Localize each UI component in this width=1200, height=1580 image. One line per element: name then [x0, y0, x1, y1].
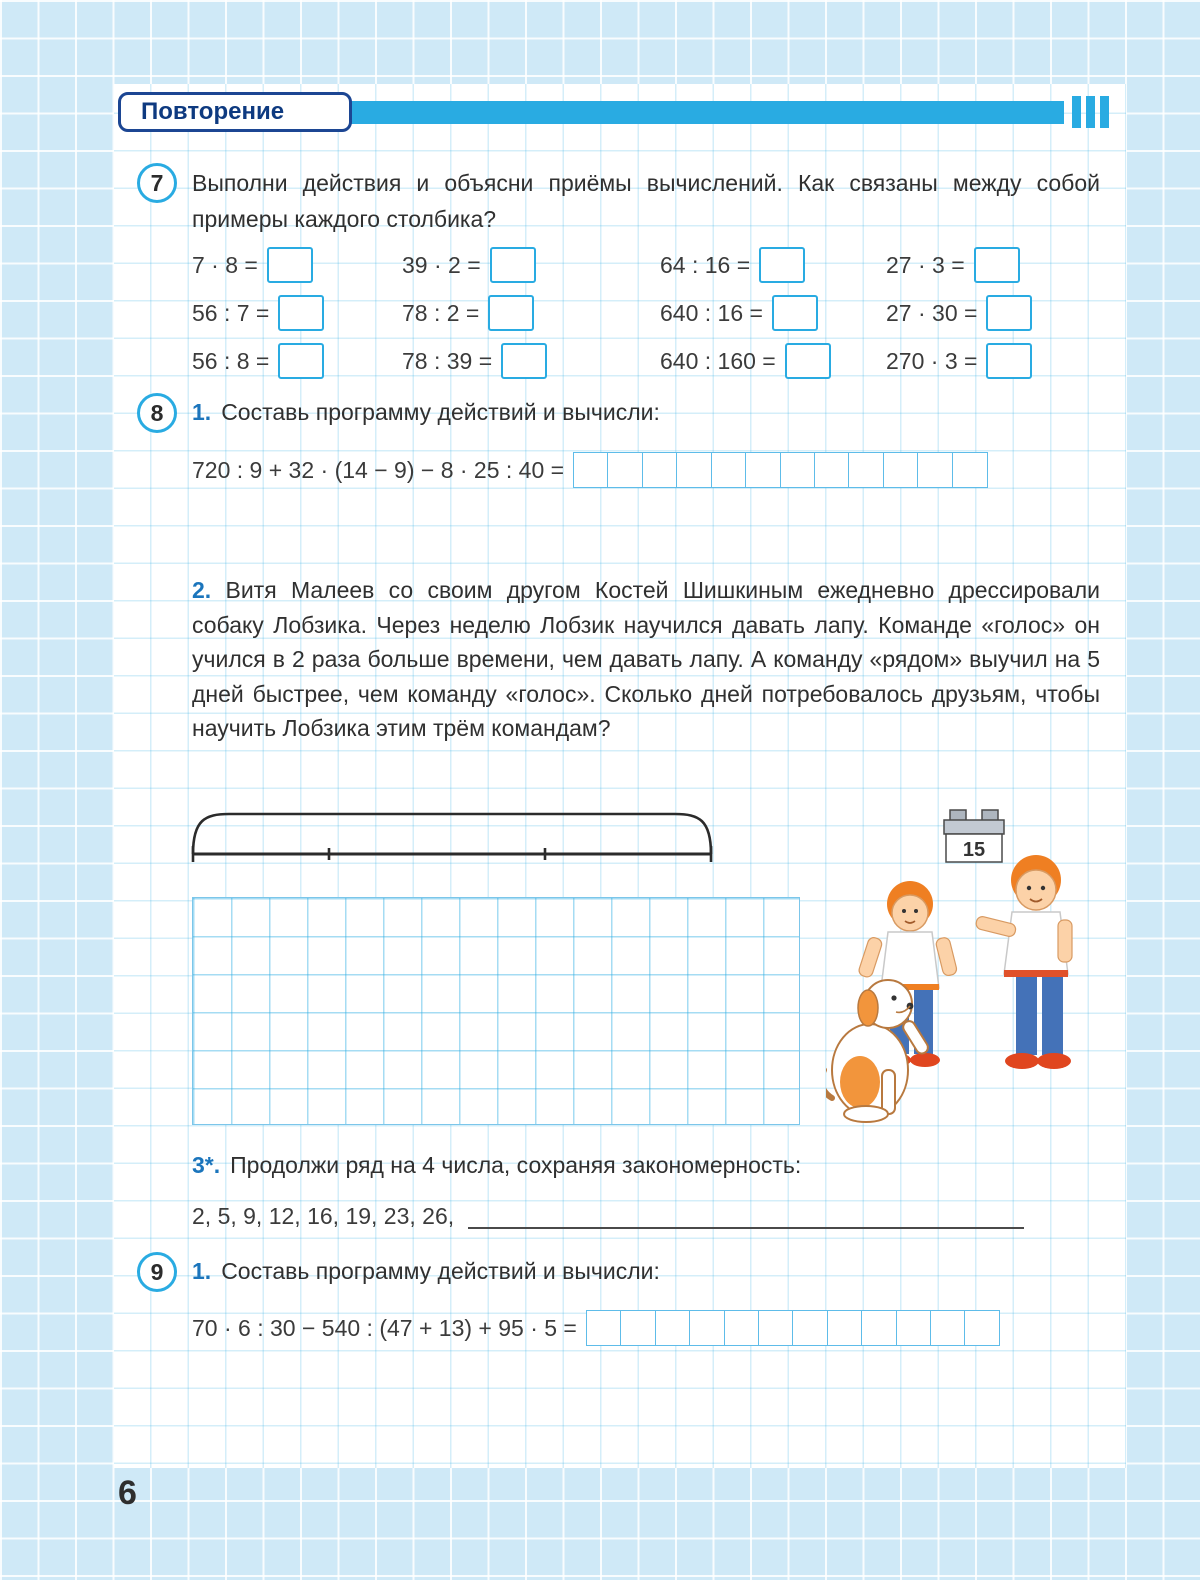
answer-line[interactable]	[468, 1203, 1024, 1229]
task9-part1-title	[192, 1258, 660, 1285]
answer-box[interactable]	[772, 295, 818, 331]
header-stripes-icon	[1072, 96, 1109, 128]
answer-cell[interactable]	[917, 452, 953, 488]
equation: 78 : 2 =	[402, 294, 660, 332]
equation: 64 : 16 =	[660, 246, 886, 284]
section-title	[118, 92, 352, 132]
answer-cell[interactable]	[952, 452, 988, 488]
part-label: 3*.	[192, 1152, 221, 1178]
task9-number-badge: 9	[137, 1252, 177, 1292]
task7-number-badge: 7	[137, 163, 177, 203]
answer-box[interactable]	[488, 295, 534, 331]
answer-cell[interactable]	[814, 452, 850, 488]
part-label: 2.	[192, 577, 212, 603]
task7-equations	[192, 246, 1100, 380]
answer-cell[interactable]	[930, 1310, 966, 1346]
header-bar	[338, 101, 1064, 124]
answer-cell[interactable]	[573, 452, 609, 488]
calendar-number: 15	[962, 839, 986, 861]
answer-box[interactable]	[974, 247, 1020, 283]
task8-part1-title	[192, 399, 660, 426]
task8-part3-title	[192, 1152, 801, 1179]
segment-diagram	[191, 804, 713, 866]
answer-cell[interactable]	[896, 1310, 932, 1346]
calendar-icon	[944, 810, 1004, 862]
equation: 39 · 2 =	[402, 246, 660, 284]
equation: 27 · 3 =	[886, 246, 1100, 284]
answer-cell[interactable]	[964, 1310, 1000, 1346]
answer-cell[interactable]	[848, 452, 884, 488]
answer-cell[interactable]	[607, 452, 643, 488]
answer-box[interactable]	[986, 295, 1032, 331]
task8-expression-row	[192, 452, 988, 488]
answer-cell[interactable]	[861, 1310, 897, 1346]
answer-cell[interactable]	[620, 1310, 656, 1346]
answer-box[interactable]	[490, 247, 536, 283]
answer-box[interactable]	[278, 295, 324, 331]
answer-box[interactable]	[278, 343, 324, 379]
brace-curve	[193, 814, 711, 854]
task9-expression-row	[192, 1310, 1000, 1346]
page-number: 6	[118, 1474, 137, 1512]
answer-box[interactable]	[267, 247, 313, 283]
part-prompt: Составь программу действий и вычисли:	[221, 399, 660, 425]
answer-cell[interactable]	[676, 452, 712, 488]
answer-box[interactable]	[501, 343, 547, 379]
part-prompt: Продолжи ряд на 4 числа, сохраняя закономерность:	[230, 1152, 802, 1178]
answer-cell[interactable]	[780, 452, 816, 488]
equation: 27 · 30 =	[886, 294, 1100, 332]
answer-cell[interactable]	[745, 452, 781, 488]
task7-prompt: Выполни действия и объясни приёмы вычислений. Как связаны между собой примеры каждого столбика?	[192, 170, 1100, 232]
answer-cell[interactable]	[586, 1310, 622, 1346]
answer-box[interactable]	[759, 247, 805, 283]
equation: 640 : 160 =	[660, 342, 886, 380]
equation: 270 · 3 =	[886, 342, 1100, 380]
answer-strip	[573, 452, 987, 488]
answer-cell[interactable]	[724, 1310, 760, 1346]
word-problem-text: Витя Малеев со своим другом Костей Шишкиным ежедневно дрессировали собаку Лобзика. Через неделю Лобзик научился давать лапу. Команде «голос» он учился в 2 раза больше времени, чем давать лапу. А команду «рядом» выучил на 5 дней быстрее, чем команду «голос». Сколько дней потребовалось друзьям, чтобы научить Лобзика этим трём командам?	[192, 577, 1101, 742]
answer-box[interactable]	[785, 343, 831, 379]
part-prompt: Составь программу действий и вычисли:	[221, 1258, 660, 1284]
illustration	[826, 808, 1118, 1126]
part-label: 1.	[192, 1258, 212, 1284]
expression-text: 70 · 6 : 30 − 540 : (47 + 13) + 95 · 5 =	[192, 1314, 577, 1341]
equation: 56 : 8 =	[192, 342, 402, 380]
sequence-text: 2, 5, 9, 12, 16, 19, 23, 26,	[192, 1203, 455, 1229]
answer-strip	[586, 1310, 1000, 1346]
answer-cell[interactable]	[711, 452, 747, 488]
equation: 56 : 7 =	[192, 294, 402, 332]
equation: 7 · 8 =	[192, 246, 402, 284]
answer-cell[interactable]	[883, 452, 919, 488]
number-sequence-row	[192, 1203, 1024, 1230]
answer-cell[interactable]	[827, 1310, 863, 1346]
part-label: 1.	[192, 399, 212, 425]
answer-cell[interactable]	[689, 1310, 725, 1346]
answer-cell[interactable]	[642, 452, 678, 488]
task8-number-badge: 8	[137, 393, 177, 433]
answer-cell[interactable]	[758, 1310, 794, 1346]
task8-part2-text	[192, 573, 1100, 746]
section-title-label: Повторение	[141, 98, 285, 125]
working-grid[interactable]	[192, 897, 800, 1125]
answer-cell[interactable]	[655, 1310, 691, 1346]
answer-box[interactable]	[986, 343, 1032, 379]
equation: 78 : 39 =	[402, 342, 660, 380]
boy-right	[975, 855, 1072, 1069]
expression-text: 720 : 9 + 32 · (14 − 9) − 8 · 25 : 40 =	[192, 456, 565, 483]
equation: 640 : 16 =	[660, 294, 886, 332]
answer-cell[interactable]	[792, 1310, 828, 1346]
